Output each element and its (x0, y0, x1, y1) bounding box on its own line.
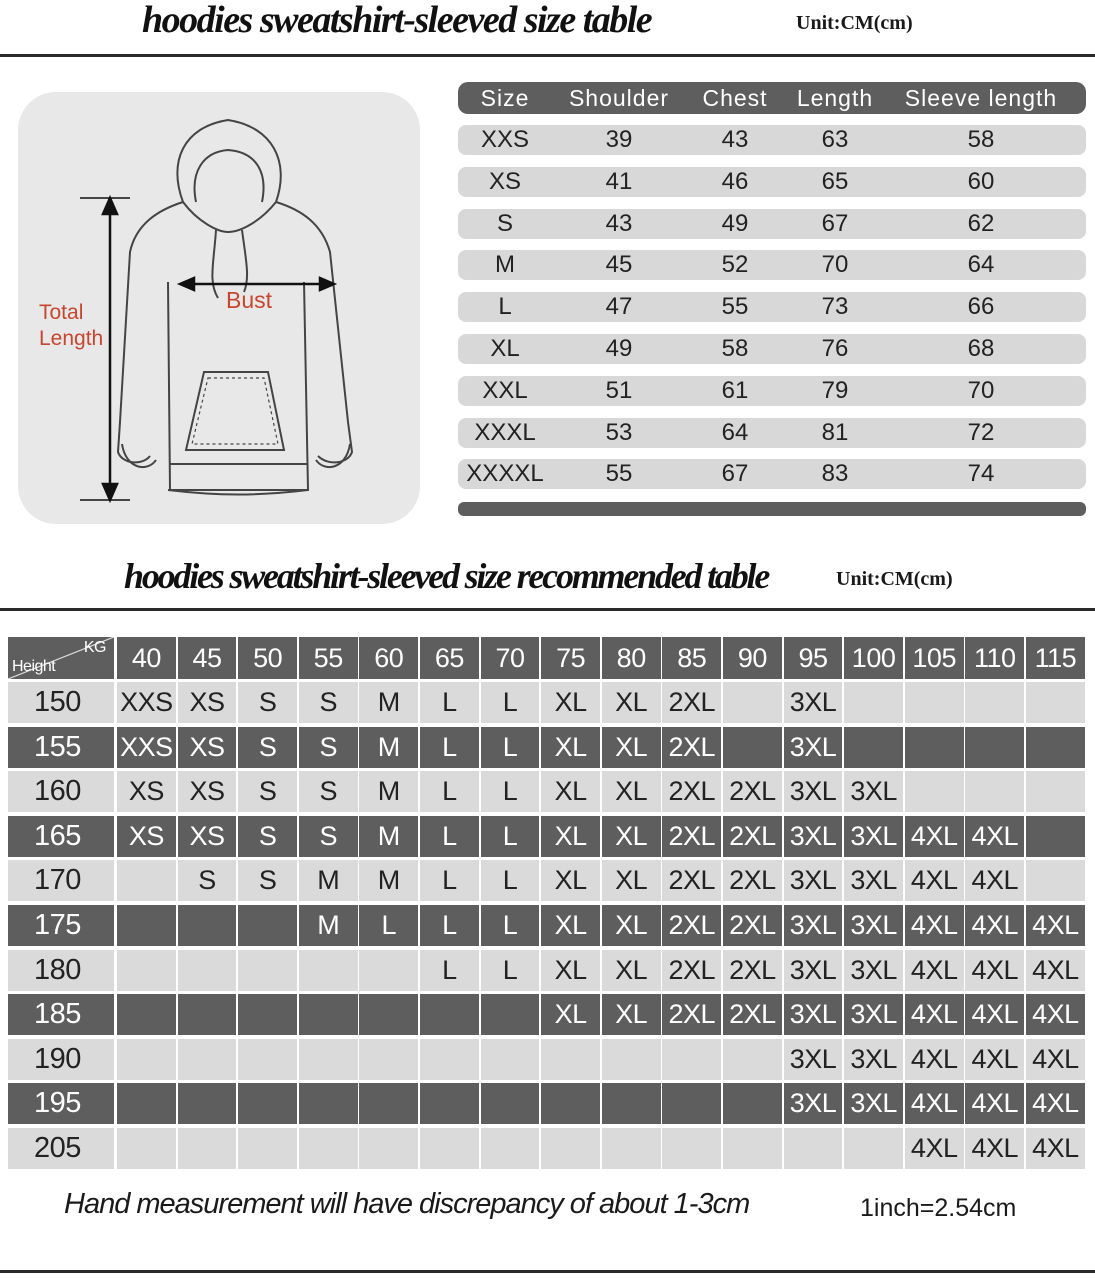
size-recommendation-cell: 2XL (723, 771, 782, 812)
measurement-value: 55 (605, 460, 633, 488)
size-recommendation-cell (723, 682, 782, 723)
measurement-value: 55 (721, 293, 749, 321)
size-table-row (458, 125, 1086, 155)
size-recommendation-cell (238, 1039, 297, 1080)
size-recommendation-cell (117, 1128, 176, 1169)
measurement-value: 63 (821, 126, 849, 153)
corner-header-cell (8, 637, 114, 679)
size-recommendation-cell (299, 950, 358, 991)
size-recommendation-cell: XL (541, 950, 600, 991)
size-recommendation-cell: XS (178, 816, 237, 857)
measurement-value: 39 (605, 126, 633, 153)
size-recommendation-cell (844, 682, 903, 723)
size-recommendation-cell: XL (541, 905, 600, 946)
size-recommendation-cell (420, 1128, 479, 1169)
size-recommendation-cell: 3XL (844, 816, 903, 857)
weight-header-cell: 55 (299, 637, 358, 679)
size-recommendation-cell: XL (541, 682, 600, 723)
recommended-table-title: hoodies sweatshirt-sleeved size recommended table (124, 556, 769, 596)
size-recommendation-cell (481, 994, 540, 1035)
size-recommendation-cell: S (299, 727, 358, 768)
size-recommendation-cell (602, 1128, 661, 1169)
size-recommendation-cell: XL (602, 860, 661, 901)
weight-header-cell: 80 (602, 637, 661, 679)
size-recommendation-cell (1026, 816, 1085, 857)
size-recommendation-cell: 4XL (1026, 1128, 1085, 1169)
size-recommendation-cell: 4XL (1026, 905, 1085, 946)
size-recommendation-cell: L (420, 860, 479, 901)
size-recommendation-cell: 4XL (905, 1128, 964, 1169)
size-recommendation-cell (238, 1083, 297, 1124)
size-recommendation-cell: 2XL (723, 816, 782, 857)
size-label: XXXXL (466, 460, 544, 488)
size-recommendation-cell: XL (602, 905, 661, 946)
size-recommendation-cell (238, 905, 297, 946)
size-recommendation-cell: 4XL (965, 1128, 1024, 1169)
measurement-note: Hand measurement will have discrepancy of about 1-3cm (64, 1188, 750, 1220)
size-recommendation-cell: M (359, 682, 418, 723)
size-recommendation-cell: 4XL (965, 816, 1024, 857)
measurement-value: 67 (721, 460, 749, 488)
size-recommendation-cell (1026, 860, 1085, 901)
size-recommendation-cell (723, 1039, 782, 1080)
size-recommendation-cell: XS (178, 727, 237, 768)
size-recommendation-cell: XL (602, 682, 661, 723)
size-recommendation-cell: XL (602, 771, 661, 812)
weight-header-cell: 65 (420, 637, 479, 679)
size-recommendation-cell (238, 950, 297, 991)
size-recommendation-cell: XL (541, 771, 600, 812)
size-recommendation-cell: 4XL (965, 1083, 1024, 1124)
size-recommendation-cell (662, 1128, 721, 1169)
size-recommendation-cell: L (481, 771, 540, 812)
size-recommendation-cell: L (420, 682, 479, 723)
size-label: XXL (482, 376, 528, 404)
size-recommendation-cell: L (481, 905, 540, 946)
size-recommendation-cell (1026, 682, 1085, 723)
total-length-label-line2: Length (39, 327, 104, 350)
measurement-value: 46 (721, 167, 749, 195)
size-recommendation-cell (420, 1039, 479, 1080)
size-recommendation-cell: XXS (117, 682, 176, 723)
size-recommendation-cell: 2XL (662, 950, 721, 991)
measurement-value: 43 (605, 209, 633, 237)
measurement-value: 60 (967, 167, 995, 195)
size-recommendation-cell: XS (178, 682, 237, 723)
size-recommendation-cell (844, 1128, 903, 1169)
size-recommendation-cell: 3XL (784, 905, 843, 946)
size-recommendation-cell: XL (602, 816, 661, 857)
size-table-row (458, 167, 1086, 197)
measurement-value: 58 (721, 335, 749, 362)
size-recommendation-cell: 2XL (723, 860, 782, 901)
size-recommendation-cell: M (359, 727, 418, 768)
size-recommendation-cell: XS (117, 771, 176, 812)
measurement-value: 58 (967, 126, 995, 153)
recommended-table-unit: Unit:CM(cm) (836, 568, 953, 590)
middle-divider (0, 608, 1095, 611)
weight-header-cell: 110 (965, 637, 1024, 679)
size-recommendation-cell: S (299, 816, 358, 857)
size-recommendation-cell: 4XL (905, 1083, 964, 1124)
size-recommendation-cell: 4XL (905, 950, 964, 991)
size-recommendation-cell: 4XL (905, 905, 964, 946)
measurement-value: 62 (967, 209, 995, 237)
size-recommendation-cell (359, 994, 418, 1035)
size-recommendation-cell: L (420, 905, 479, 946)
weight-header-cell: 115 (1026, 637, 1085, 679)
size-recommendation-cell: 3XL (844, 994, 903, 1035)
size-table-row (458, 250, 1086, 280)
hoodie-illustration (18, 92, 420, 524)
size-recommendation-cell (359, 950, 418, 991)
size-recommendation-cell: M (359, 816, 418, 857)
size-recommendation-cell: 2XL (723, 994, 782, 1035)
size-recommendation-cell (481, 1039, 540, 1080)
height-cell: 190 (8, 1039, 114, 1080)
size-recommendation-cell: XL (602, 727, 661, 768)
height-axis-label: Height (12, 658, 56, 675)
size-recommendation-cell: 2XL (662, 816, 721, 857)
size-recommendation-cell: 4XL (965, 1039, 1024, 1080)
size-recommendation-cell (178, 905, 237, 946)
measurement-value: 66 (967, 293, 995, 321)
size-recommendation-cell (117, 994, 176, 1035)
size-recommendation-cell: 4XL (905, 1039, 964, 1080)
size-table-unit: Unit:CM(cm) (796, 12, 913, 34)
size-recommendation-cell: 3XL (844, 1039, 903, 1080)
height-cell: 155 (8, 727, 114, 768)
size-recommendation-cell: L (420, 727, 479, 768)
weight-header-cell: 85 (662, 637, 721, 679)
size-recommendation-cell: 4XL (905, 994, 964, 1035)
bottom-divider (0, 1270, 1095, 1273)
size-recommendation-cell: 3XL (784, 682, 843, 723)
size-table-row (458, 459, 1086, 489)
size-recommendation-cell: 3XL (844, 950, 903, 991)
size-recommendation-cell: 3XL (784, 771, 843, 812)
size-recommendation-cell: 2XL (662, 771, 721, 812)
size-recommendation-cell: 2XL (662, 727, 721, 768)
size-recommendation-cell: S (238, 727, 297, 768)
size-recommendation-cell: 3XL (784, 1083, 843, 1124)
weight-header-cell: 45 (178, 637, 237, 679)
measurement-value: 49 (721, 209, 749, 237)
height-cell: 180 (8, 950, 114, 991)
size-recommendation-cell: L (481, 682, 540, 723)
height-cell: 160 (8, 771, 114, 812)
size-recommendation-cell: L (481, 860, 540, 901)
size-recommendation-cell: 3XL (784, 860, 843, 901)
size-recommendation-cell: 3XL (844, 1083, 903, 1124)
size-recommendation-cell (299, 1083, 358, 1124)
size-recommendation-cell: 3XL (844, 860, 903, 901)
size-recommendation-cell (178, 994, 237, 1035)
weight-header-cell: 95 (784, 637, 843, 679)
size-recommendation-cell: XL (541, 994, 600, 1035)
size-recommendation-cell (299, 1039, 358, 1080)
size-recommendation-cell (178, 950, 237, 991)
measurement-value: 41 (605, 167, 633, 195)
measurement-value: 70 (821, 251, 849, 279)
measurement-value: 81 (821, 418, 849, 446)
weight-header-cell: 105 (905, 637, 964, 679)
size-recommendation-cell: L (481, 727, 540, 768)
size-recommendation-cell (1026, 771, 1085, 812)
size-recommendation-cell: 3XL (784, 994, 843, 1035)
top-divider (0, 54, 1095, 57)
size-recommendation-cell (117, 1039, 176, 1080)
size-recommendation-cell: 3XL (784, 1039, 843, 1080)
size-recommendation-cell: M (359, 860, 418, 901)
size-recommendation-cell (965, 682, 1024, 723)
size-recommendation-cell: XL (541, 860, 600, 901)
size-recommendation-cell (905, 682, 964, 723)
size-table-footer-bar (458, 502, 1086, 516)
size-recommendation-cell: 2XL (662, 682, 721, 723)
size-recommendation-cell (541, 1083, 600, 1124)
size-recommendation-cell: 4XL (965, 994, 1024, 1035)
size-recommendation-cell (420, 1083, 479, 1124)
size-recommendation-cell: 4XL (965, 860, 1024, 901)
size-recommendation-cell: XL (602, 950, 661, 991)
size-recommendation-cell (1026, 727, 1085, 768)
size-recommendation-cell: 4XL (905, 860, 964, 901)
size-recommendation-cell: 4XL (965, 950, 1024, 991)
weight-header-cell: 90 (723, 637, 782, 679)
size-recommendation-cell: S (238, 816, 297, 857)
size-recommendation-cell: XL (602, 994, 661, 1035)
size-label: L (498, 293, 512, 321)
size-recommendation-cell: S (238, 682, 297, 723)
size-recommendation-cell (965, 771, 1024, 812)
size-recommendation-cell: 2XL (662, 994, 721, 1035)
size-table-row (458, 292, 1086, 322)
weight-header-cell: 40 (117, 637, 176, 679)
height-cell: 165 (8, 816, 114, 857)
total-length-label (39, 300, 103, 352)
inch-conversion: 1inch=2.54cm (860, 1194, 1017, 1222)
total-length-label-line1: Total (39, 301, 84, 324)
size-recommendation-cell (662, 1083, 721, 1124)
size-recommendation-cell (117, 950, 176, 991)
size-recommendation-cell: XL (541, 816, 600, 857)
weight-header-cell: 50 (238, 637, 297, 679)
size-recommendation-cell (178, 1128, 237, 1169)
measurement-value: 70 (967, 376, 995, 404)
size-recommendation-cell: 4XL (965, 905, 1024, 946)
size-recommendation-cell: L (359, 905, 418, 946)
measurement-value: 64 (967, 251, 995, 279)
size-recommendation-cell (238, 1128, 297, 1169)
size-recommendation-cell: M (359, 771, 418, 812)
size-recommendation-cell: 4XL (905, 816, 964, 857)
size-recommendation-cell: 4XL (1026, 994, 1085, 1035)
size-recommendation-cell (117, 1083, 176, 1124)
measurement-value: 67 (821, 209, 849, 237)
size-recommendation-cell (481, 1128, 540, 1169)
size-recommendation-cell (723, 727, 782, 768)
size-label: M (495, 251, 515, 279)
height-cell: 185 (8, 994, 114, 1035)
size-recommendation-cell (905, 727, 964, 768)
measurement-value: 79 (821, 376, 849, 404)
size-table-header-cell: Shoulder (568, 84, 670, 111)
height-cell: 205 (8, 1128, 114, 1169)
bust-label: Bust (226, 287, 273, 313)
size-table-row (458, 376, 1086, 406)
measurement-value: 47 (605, 293, 633, 321)
size-recommendation-cell (541, 1128, 600, 1169)
size-recommendation-cell (541, 1039, 600, 1080)
size-recommendation-cell: 4XL (1026, 950, 1085, 991)
size-recommendation-cell: L (420, 816, 479, 857)
weight-header-cell: 100 (844, 637, 903, 679)
size-recommendation-cell (178, 1083, 237, 1124)
size-recommendation-cell: 3XL (784, 950, 843, 991)
size-recommendation-cell: 2XL (723, 905, 782, 946)
size-recommendation-cell: S (238, 860, 297, 901)
height-cell: 150 (8, 682, 114, 723)
size-recommendation-cell: 2XL (723, 950, 782, 991)
measurement-value: 64 (721, 418, 749, 446)
size-recommendation-cell (602, 1083, 661, 1124)
measurement-value: 52 (721, 251, 749, 279)
size-recommendation-cell: S (299, 682, 358, 723)
size-recommendation-cell: XS (178, 771, 237, 812)
measurement-value: 45 (605, 251, 633, 279)
size-recommendation-cell (723, 1083, 782, 1124)
weight-header-cell: 70 (481, 637, 540, 679)
size-recommendation-cell (602, 1039, 661, 1080)
size-recommendation-cell: 2XL (662, 860, 721, 901)
height-cell: 170 (8, 860, 114, 901)
size-recommendation-cell: 3XL (784, 727, 843, 768)
size-recommendation-cell (359, 1128, 418, 1169)
size-recommendation-cell (117, 905, 176, 946)
measurement-value: 73 (821, 293, 849, 321)
size-recommendation-cell: L (420, 771, 479, 812)
size-recommendation-cell (662, 1039, 721, 1080)
size-recommendation-cell (359, 1083, 418, 1124)
size-table-row (458, 209, 1086, 239)
size-recommendation-cell (299, 1128, 358, 1169)
size-recommendation-cell: M (299, 905, 358, 946)
size-recommendation-cell: 2XL (662, 905, 721, 946)
size-table-header-cell: Sleeve length (904, 84, 1058, 111)
size-recommendation-cell (965, 727, 1024, 768)
size-label: XS (488, 167, 521, 195)
size-recommendation-cell (420, 994, 479, 1035)
size-recommendation-cell: L (481, 816, 540, 857)
weight-header-cell: 75 (541, 637, 600, 679)
height-cell: 195 (8, 1083, 114, 1124)
weight-header-cell: 60 (359, 637, 418, 679)
size-recommendation-cell (784, 1128, 843, 1169)
size-recommendation-cell (723, 1128, 782, 1169)
size-recommendation-cell (905, 771, 964, 812)
size-recommendation-cell (178, 1039, 237, 1080)
size-recommendation-cell: S (299, 771, 358, 812)
size-label: XL (490, 335, 520, 362)
measurement-value: 43 (721, 126, 749, 153)
size-table-title: hoodies sweatshirt-sleeved size table (142, 0, 652, 41)
size-recommendation-cell: 3XL (784, 816, 843, 857)
size-recommendation-cell (117, 860, 176, 901)
measurement-value: 49 (605, 335, 633, 362)
size-recommendation-cell (299, 994, 358, 1035)
size-recommendation-cell (481, 1083, 540, 1124)
size-recommendation-cell (238, 994, 297, 1035)
size-recommendation-cell: S (238, 771, 297, 812)
measurement-value: 51 (605, 376, 633, 404)
measurement-value: 61 (721, 376, 749, 404)
size-table-header-cell: Length (796, 84, 874, 111)
size-recommendation-cell: L (481, 950, 540, 991)
size-recommendation-cell: XL (541, 727, 600, 768)
size-recommendation-cell: 3XL (844, 771, 903, 812)
height-cell: 175 (8, 905, 114, 946)
measurement-value: 83 (821, 460, 849, 488)
size-recommendation-cell (844, 727, 903, 768)
size-table-header (458, 82, 1086, 114)
size-recommendation-cell: XS (117, 816, 176, 857)
measurement-value: 72 (967, 418, 995, 446)
measurement-value: 53 (605, 418, 633, 446)
size-table-row (458, 334, 1086, 364)
size-recommendation-cell (359, 1039, 418, 1080)
size-label: S (496, 209, 513, 237)
measurement-value: 68 (967, 335, 995, 362)
size-label: XXXL (474, 418, 536, 446)
size-recommendation-cell: L (420, 950, 479, 991)
size-recommendation-cell: XXS (117, 727, 176, 768)
size-recommendation-cell: 3XL (844, 905, 903, 946)
measurement-value: 74 (967, 460, 995, 488)
measurement-value: 76 (821, 335, 849, 362)
size-table-header-cell: Size (480, 84, 530, 111)
size-table-row (458, 418, 1086, 448)
kg-axis-label: KG (83, 639, 106, 656)
size-label: XXS (480, 126, 530, 153)
size-table-header-cell: Chest (702, 84, 768, 111)
size-recommendation-cell: S (178, 860, 237, 901)
size-recommendation-cell: M (299, 860, 358, 901)
size-recommendation-cell: 4XL (1026, 1039, 1085, 1080)
size-recommendation-cell: 4XL (1026, 1083, 1085, 1124)
measurement-value: 65 (821, 167, 849, 195)
